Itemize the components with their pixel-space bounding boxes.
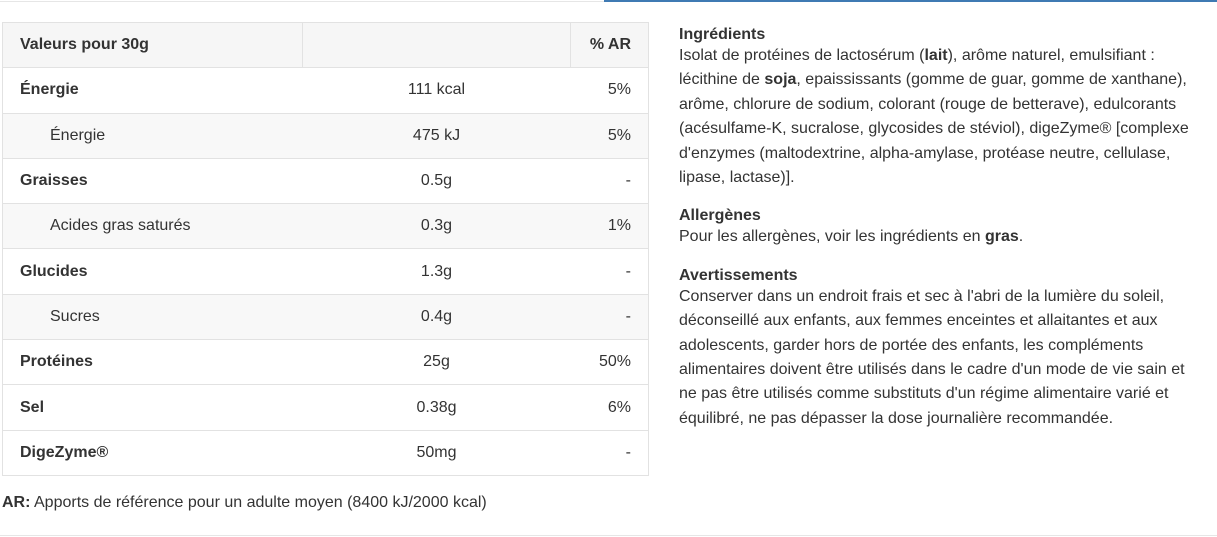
nutrient-value: 0.4g: [303, 294, 571, 339]
nutrient-name: Graisses: [3, 158, 303, 203]
nutrient-ar-percent: -: [571, 430, 649, 475]
bottom-divider: [0, 535, 1217, 536]
allergens-title: Allergènes: [679, 207, 761, 225]
nutrition-row: [3, 204, 649, 249]
nutrient-name: Glucides: [3, 249, 303, 294]
nutrient-ar-percent: -: [571, 249, 649, 294]
nutrient-name: Sucres: [3, 294, 303, 339]
nutrient-value: 0.38g: [303, 385, 571, 430]
nutrient-name: DigeZyme®: [3, 430, 303, 475]
product-info: [679, 26, 1189, 448]
nutrient-ar-percent: -: [571, 294, 649, 339]
bold-allergen: soja: [764, 71, 797, 89]
text-segment: Pour les allergènes, voir les ingrédients en: [679, 228, 985, 246]
nutrient-value: 0.5g: [303, 158, 571, 203]
reference-footnote: [2, 494, 487, 512]
ingredients-text: [679, 44, 1189, 190]
nutrition-row: [3, 158, 649, 203]
nutrient-value: 0.3g: [303, 204, 571, 249]
nutrition-row: [3, 385, 649, 430]
nutrition-row: [3, 113, 649, 158]
ingredients-section: [679, 26, 1189, 190]
allergens-text: [679, 225, 1189, 249]
nutrition-row: [3, 340, 649, 385]
nutrient-name: Sel: [3, 385, 303, 430]
warnings-section: [679, 267, 1189, 431]
text-segment: Isolat de protéines de lactosérum (: [679, 47, 925, 64]
nutrient-value: 475 kJ: [303, 113, 571, 158]
nutrient-name: Protéines: [3, 340, 303, 385]
nutrition-row: [3, 68, 649, 113]
bold-allergen: lait: [924, 47, 948, 64]
bold-allergen: gras: [984, 228, 1019, 246]
ingredients-title: Ingrédients: [679, 26, 766, 43]
nutrient-ar-percent: 1%: [571, 204, 649, 249]
header-value: [303, 23, 571, 68]
nutrition-row: [3, 294, 649, 339]
nutrient-name: Acides gras saturés: [3, 204, 303, 249]
nutrient-value: 50mg: [303, 430, 571, 475]
header-pct: % AR: [571, 23, 649, 68]
text-segment: , epaississants (gomme de guar, gomme de xanthane), arôme, chlorure de sodium, colorant (rouge de betterave), edulcorants (acésulfame-K, sucralose, glycosides de stéviol), digeZyme® [complexe d'enzymes (maltodextrine, alpha-amylase, protéase neutre, cellulase, lipase, lactase)].: [679, 71, 1189, 187]
nutrient-ar-percent: 5%: [571, 113, 649, 158]
nutrition-row: [3, 249, 649, 294]
top-divider: [0, 1, 604, 2]
nutrient-ar-percent: -: [571, 158, 649, 203]
text-segment: ), arôme naturel, emulsifiant : lécithine de: [679, 47, 1155, 89]
nutrient-ar-percent: 5%: [571, 68, 649, 113]
allergens-section: [679, 207, 1189, 249]
nutrient-value: 25g: [303, 340, 571, 385]
footnote-text: Apports de référence pour un adulte moyen (8400 kJ/2000 kcal): [30, 494, 487, 511]
nutrient-ar-percent: 6%: [571, 385, 649, 430]
nutrient-value: 111 kcal: [303, 68, 571, 113]
nutrition-table-header: [3, 23, 649, 68]
nutrition-table: [2, 22, 649, 476]
warnings-text: Conserver dans un endroit frais et sec à l'abri de la lumière du soleil, déconseillé aux enfants, aux femmes enceintes et allaitantes et aux adolescents, garder hors de portée des enfants, les compléments alimentaires doivent être utilisés dans le cadre d'un mode de vie sain et ne pas être utilisés comme substituts d'un régime alimentaire varié et équilibré, ne pas dépasser la dose journalière recommandée.: [679, 287, 1185, 427]
nutrient-ar-percent: 50%: [571, 340, 649, 385]
nutrient-value: 1.3g: [303, 249, 571, 294]
nutrient-name: Énergie: [3, 113, 303, 158]
nutrition-row: [3, 430, 649, 475]
active-tab-indicator: [604, 0, 1217, 2]
text-segment: .: [1018, 228, 1024, 246]
header-label: Valeurs pour 30g: [3, 23, 303, 68]
nutrient-name: Énergie: [3, 68, 303, 113]
footnote-label: AR:: [2, 494, 31, 511]
warnings-title: Avertissements: [679, 266, 798, 284]
